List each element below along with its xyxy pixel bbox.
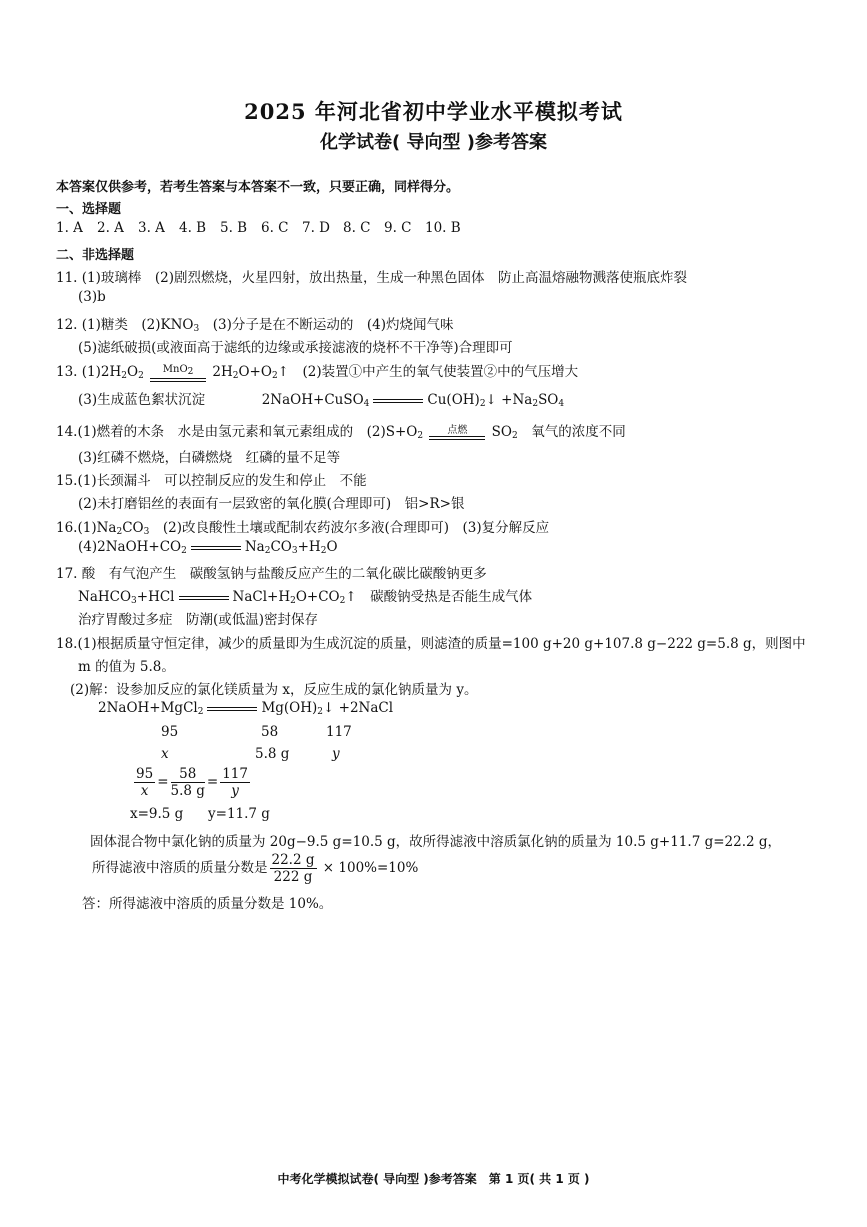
q17-line3: 治疗胃酸过多症 防潮(或低温)密封保存 (78, 612, 319, 628)
q15-line1: 15.(1)长颈漏斗 可以控制反应的发生和停止 不能 (56, 473, 367, 489)
q13-line2: (3)生成蓝色絮状沉淀 2NaOH+CuSO$_4$ $Cu(OH)_2↓ +Na_2SO_4$ (78, 392, 565, 409)
page-title: 2025 年河北省初中学业水平模拟考试 (244, 99, 623, 124)
q18-equation: 2NaOH+MgCl$_2$ $Mg(OH)_2↓$ +2NaCl (98, 700, 394, 717)
answer-note: 本答案仅供参考，若考生答案与本答案不一致，只要正确，同样得分。 (56, 180, 460, 195)
choice-answers (56, 220, 466, 236)
mcq-answer: 2. A (97, 220, 124, 236)
q18-line2: m 的值为 5.8。 (78, 659, 175, 675)
mcq-answer: 3. A (138, 220, 165, 236)
molar-mass-3: 117 (326, 724, 352, 740)
q17-line1: 17. 酸 有气泡产生 碳酸氢钠与盐酸反应产生的二氧化碳比碳酸钠更多 (56, 566, 487, 582)
q14-line2: (3)红磷不燃烧，白磷燃烧 红磷的量不足等 (78, 450, 341, 466)
unknown-x: x (161, 746, 169, 762)
page-subtitle: 化学试卷( 导向型 )参考答案 (320, 132, 547, 153)
q11-line2: (3)b (78, 289, 106, 305)
q18-final-answer: 答：所得滤液中溶质的质量分数是 10%。 (82, 896, 333, 912)
q18-line1: 18.(1)根据质量守恒定律，减少的质量即为生成沉淀的质量，则滤渣的质量=100 g+20 g+107.8 g−222 g=5.8 g，则图中 (56, 636, 806, 652)
q12-line2: (5)滤纸破损(或液面高于滤纸的边缘或承接滤液的烧杯不干净等)合理即可 (78, 340, 513, 356)
q15-line2: (2)未打磨铝丝的表面有一层致密的氧化膜(合理即可) 铝>R>银 (78, 496, 465, 512)
q18-solid-line: 固体混合物中氯化钠的质量为 20g−9.5 g=10.5 g，故所得滤液中溶质氯化钠的质量为 10.5 g+11.7 g=22.2 g， (90, 834, 782, 850)
result-x: x=9.5 g (130, 806, 184, 822)
section-heading-nonchoice: 二、非选择题 (56, 248, 135, 263)
reaction-condition: MnO2 (150, 364, 206, 382)
molar-mass-2: 58 (261, 724, 279, 740)
known-mass: 5.8 g (255, 746, 290, 762)
proportion-equation: $\frac{95}{x}$ = $\frac{58}{5.8 g}$ = $\frac{117}{y}$ (136, 766, 248, 799)
page-footer: 中考化学模拟试卷( 导向型 )参考答案 第 1 页( 共 1 页 ) (277, 1172, 590, 1186)
reaction-condition: 点燃 (429, 425, 485, 440)
result-y: y=11.7 g (208, 806, 270, 822)
mcq-answer: 8. C (343, 220, 371, 236)
mcq-answer: 5. B (220, 220, 248, 236)
q16-line1: $16.(1)Na_2CO_3$ (2)改良酸性土壤或配制农药波尔多液(合理即可) (3)复分解反应 (56, 520, 550, 537)
mcq-answer: 4. B (179, 220, 207, 236)
mcq-answer: 1. A (56, 220, 83, 236)
q14-line1: 14.(1)燃着的木条 水是由氢元素和氧元素组成的 $(2)S+O_2$ 点燃 $SO_2$ 氧气的浓度不同 (56, 424, 626, 441)
molar-mass-1: 95 (161, 724, 179, 740)
q16-line2: $(4)2NaOH+CO_2$ $Na_2CO_3+H_2O$ (78, 539, 338, 556)
q17-line2: NaHCO$_3$+HCl $NaCl+H_2O+CO_2↑$ 碳酸钠受热是否能生成气体 (78, 589, 533, 606)
mcq-answer: 6. C (261, 220, 289, 236)
mcq-answer: 9. C (384, 220, 412, 236)
q13-line1: 13. $(1)2H_2O_2$ MnO2 $2H_2O+O_2↑$ (2)装置①中产生的氧气使装置②中的气压增大 (56, 363, 579, 381)
q11-line1: 11. (1)玻璃棒 (2)剧烈燃烧，火星四射，放出热量，生成一种黑色固体 防止高温熔融物溅落使瓶底炸裂 (56, 270, 688, 286)
mcq-answer: 10. B (425, 220, 461, 236)
unknown-y: y (332, 746, 340, 762)
q18-line3: (2)解：设参加反应的氯化镁质量为 x，反应生成的氯化钠质量为 y。 (70, 682, 478, 698)
q12-line1: 12. (1)糖类 $(2)KNO_3$ (3)分子是在不断运动的 (4)灼烧闻气味 (56, 317, 454, 334)
mcq-answer: 7. D (302, 220, 330, 236)
section-heading-choice: 一、选择题 (56, 202, 122, 217)
q18-fraction-line: 所得滤液中溶质的质量分数是 $\frac{22.2 g}{222 g}$ × 100%=10% (92, 852, 419, 885)
